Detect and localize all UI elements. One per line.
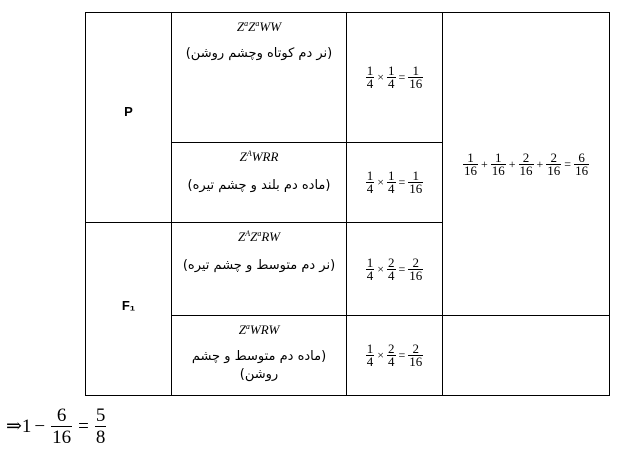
fraction: $\frac{5}{8}$ [95,405,106,448]
fraction: $\frac{2}{4}$ [388,254,395,283]
minus-sign: − [34,415,46,437]
table-border-right [609,12,610,396]
equals-sign: = [398,348,406,362]
implies-arrow: ⇒ [6,416,22,437]
fraction: $\frac{6}{16}$ [52,405,72,448]
table-border-left [85,12,86,396]
fraction: $\frac{2}{16}$ [519,149,533,178]
times-sign: × [377,348,384,362]
genotype-formula: $Z^AZ^aRW$ [238,229,280,244]
probability-expression-4 [347,316,442,395]
fraction: $\frac{1}{4}$ [366,341,374,369]
final-result [6,405,109,448]
one-value: 1 [21,415,32,437]
phenotype-description: (ماده دم بلند و چشم تیره) [187,178,331,193]
equals-sign: = [78,415,89,437]
fraction: $\frac{2}{16}$ [409,341,423,369]
equals-sign: = [398,261,406,276]
genotype-formula: $Z^AWRR$ [239,149,279,164]
fraction: $\frac{2}{4}$ [388,341,395,369]
fraction: $\frac{1}{4}$ [366,168,374,196]
genotype-formula: $Z^aWRW$ [238,322,280,337]
fraction: $\frac{2}{16}$ [409,254,423,283]
times-sign: × [377,261,384,276]
sum-divider [442,315,610,316]
generation-p-label: P [124,104,133,119]
plus-sign: + [536,156,544,171]
genotype-formula: $Z^aZ^aWW$ [236,19,282,34]
genotype-cell-2 [172,143,346,222]
plus-sign: + [508,156,516,171]
fraction: $\frac{1}{16}$ [409,168,423,196]
equals-sign: = [398,175,406,189]
fraction: $\frac{1}{4}$ [366,254,374,283]
sum-expression [443,13,609,315]
times-sign: × [377,175,384,189]
fraction: $\frac{1}{16}$ [491,149,505,178]
fraction: $\frac{1}{4}$ [388,63,395,91]
equals-sign: = [564,156,572,171]
table-border-bottom [85,395,610,396]
probability-expression-2 [347,143,442,222]
fraction: $\frac{1}{4}$ [388,168,395,196]
equals-sign: = [398,70,406,84]
genotype-cell-1 [172,13,346,142]
phenotype-description: (نر دم متوسط و چشم تیره) [182,258,336,273]
probability-expression-3 [347,223,442,315]
phenotype-description: (نر دم کوتاه وچشم روشن) [185,46,333,61]
times-sign: × [377,70,384,84]
phenotype-description: (ماده دم متوسط و چشم روشن) [191,349,327,382]
probability-expression-1 [347,13,442,142]
plus-sign: + [480,156,488,171]
generation-f1-label: F₁ [121,298,136,313]
fraction: $\frac{2}{16}$ [547,149,561,178]
fraction: $\frac{1}{16}$ [409,63,423,91]
fraction: $\frac{1}{16}$ [463,149,477,178]
fraction: $\frac{1}{4}$ [366,63,374,91]
genotype-cell-4 [172,316,346,395]
fraction: $\frac{6}{16}$ [575,149,589,178]
genotype-cell-3 [172,223,346,315]
